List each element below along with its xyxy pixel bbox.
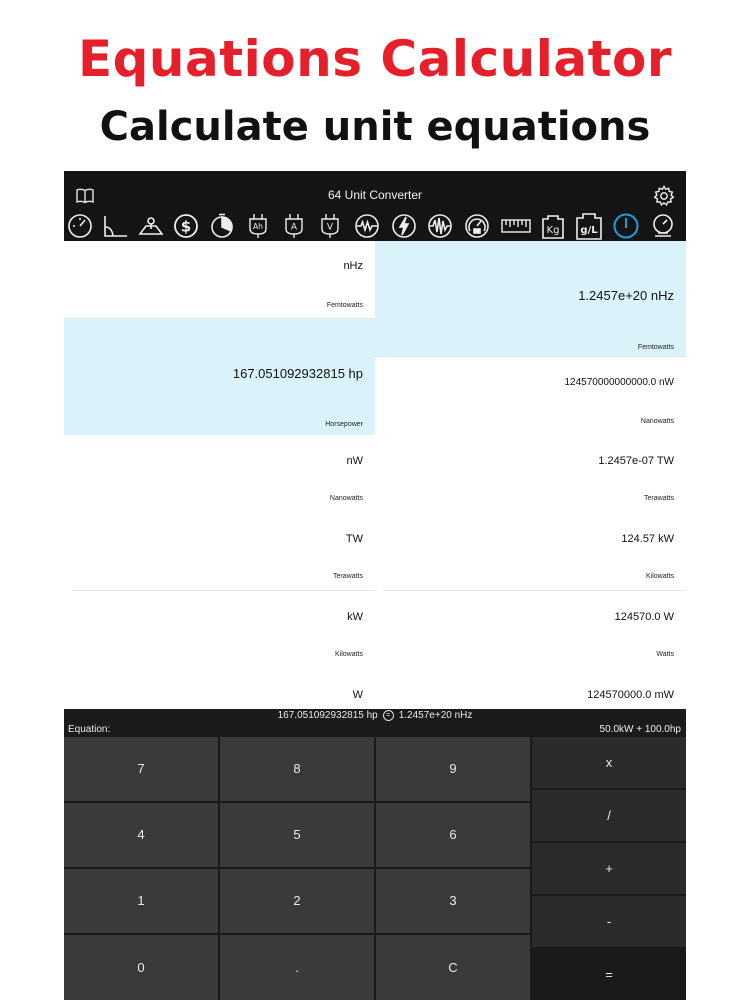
unit-value: nW bbox=[346, 455, 363, 467]
list-item-selected[interactable] bbox=[64, 319, 375, 435]
currency-icon[interactable] bbox=[172, 212, 200, 240]
voltage-v-icon[interactable] bbox=[316, 212, 344, 240]
angle-icon[interactable] bbox=[101, 212, 129, 240]
list-item[interactable] bbox=[375, 357, 686, 435]
unit-value: nHz bbox=[343, 260, 363, 272]
unit-value: 1.2457e+20 nHz bbox=[578, 288, 674, 303]
unit-name: Femtowatts bbox=[637, 344, 674, 351]
unit-name: Terawatts bbox=[644, 495, 674, 502]
unit-value: 167.051092932815 hp bbox=[232, 366, 363, 381]
equation-formula: 50.0kW + 100.0hp bbox=[599, 724, 681, 735]
pressure-gauge-icon[interactable] bbox=[463, 212, 491, 240]
unit-name: Nanowatts bbox=[329, 495, 363, 502]
key-multiply[interactable]: x bbox=[532, 737, 686, 788]
key-divide[interactable]: / bbox=[532, 790, 686, 841]
lightning-icon[interactable] bbox=[390, 212, 418, 240]
key-5[interactable]: 5 bbox=[220, 803, 374, 867]
unit-name: Kilowatts bbox=[334, 651, 363, 658]
unit-value: 124570.0 W bbox=[614, 611, 674, 623]
timer-icon[interactable] bbox=[208, 212, 236, 240]
equals-icon: = bbox=[383, 710, 394, 721]
key-6[interactable]: 6 bbox=[376, 803, 530, 867]
unit-name: Terawatts bbox=[333, 573, 363, 580]
ruler-icon[interactable] bbox=[500, 212, 532, 240]
status-bar bbox=[64, 171, 686, 181]
list-item[interactable] bbox=[375, 435, 686, 513]
list-item[interactable] bbox=[64, 591, 375, 669]
equation-conversion bbox=[64, 710, 686, 721]
unit-name: Femtowatts bbox=[326, 302, 363, 309]
unit-name: Horsepower bbox=[325, 421, 363, 428]
source-unit-list bbox=[64, 241, 375, 709]
key-2[interactable]: 2 bbox=[220, 869, 374, 933]
equation-label: Equation: bbox=[68, 724, 111, 735]
list-item[interactable] bbox=[375, 591, 686, 669]
current-a-icon[interactable] bbox=[280, 212, 308, 240]
weight-kg-icon[interactable] bbox=[539, 212, 567, 240]
key-equals[interactable]: = bbox=[532, 949, 686, 1000]
keypad bbox=[64, 737, 686, 1000]
unit-name: Kilowatts bbox=[645, 573, 674, 580]
key-subtract[interactable]: - bbox=[532, 896, 686, 947]
key-add[interactable]: + bbox=[532, 843, 686, 894]
unit-value: W bbox=[352, 689, 363, 701]
category-toolbar bbox=[64, 211, 686, 241]
unit-value: 124570000.0 mW bbox=[587, 689, 674, 701]
key-7[interactable]: 7 bbox=[64, 737, 218, 801]
key-decimal[interactable]: . bbox=[220, 935, 374, 1000]
promo-title: Equations Calculator bbox=[77, 30, 673, 88]
flow-icon[interactable] bbox=[649, 212, 677, 240]
density-gl-icon[interactable] bbox=[574, 212, 604, 240]
app-title: 64 Unit Converter bbox=[327, 188, 423, 202]
svg-text:g/L: g/L bbox=[580, 225, 598, 236]
battery-ah-icon[interactable] bbox=[244, 212, 272, 240]
target-unit-list bbox=[375, 241, 686, 709]
key-8[interactable]: 8 bbox=[220, 737, 374, 801]
navigation-bar bbox=[64, 181, 686, 211]
equation-bar bbox=[64, 709, 686, 737]
svg-text:V: V bbox=[326, 222, 334, 233]
resistance-icon[interactable] bbox=[353, 212, 381, 240]
unit-value: kW bbox=[347, 611, 363, 623]
key-4[interactable]: 4 bbox=[64, 803, 218, 867]
area-icon[interactable] bbox=[137, 212, 165, 240]
key-clear[interactable]: C bbox=[376, 935, 530, 1000]
gear-icon[interactable] bbox=[652, 184, 676, 208]
list-item[interactable] bbox=[375, 669, 686, 709]
unit-value: 1.2457e-07 TW bbox=[598, 455, 674, 467]
list-item[interactable] bbox=[72, 513, 375, 591]
promo-subtitle: Calculate unit equations bbox=[99, 104, 651, 150]
unit-name: Watts bbox=[656, 651, 674, 658]
unit-value: TW bbox=[345, 533, 363, 545]
svg-text:Kg: Kg bbox=[546, 225, 560, 236]
list-item[interactable] bbox=[383, 513, 686, 591]
key-3[interactable]: 3 bbox=[376, 869, 530, 933]
equation-right-value: 1.2457e+20 nHz bbox=[398, 710, 473, 722]
svg-text:$: $ bbox=[180, 217, 192, 236]
key-9[interactable]: 9 bbox=[376, 737, 530, 801]
list-item[interactable] bbox=[64, 669, 375, 709]
key-1[interactable]: 1 bbox=[64, 869, 218, 933]
svg-text:A: A bbox=[290, 222, 298, 233]
waveform-icon[interactable] bbox=[426, 212, 454, 240]
unit-value: 124570000000000.0 nW bbox=[564, 377, 674, 388]
svg-text:Ah: Ah bbox=[253, 222, 263, 231]
list-item[interactable] bbox=[64, 435, 375, 513]
list-item-selected[interactable] bbox=[375, 241, 686, 357]
unit-value: 124.57 kW bbox=[621, 533, 674, 545]
app-window bbox=[64, 171, 686, 1000]
speedometer-icon[interactable] bbox=[66, 212, 94, 240]
list-item[interactable] bbox=[64, 241, 375, 319]
key-0[interactable]: 0 bbox=[64, 935, 218, 1000]
equation-left-value: 167.051092932815 hp bbox=[277, 710, 378, 722]
unit-name: Nanowatts bbox=[640, 418, 674, 425]
power-icon[interactable] bbox=[612, 212, 640, 240]
